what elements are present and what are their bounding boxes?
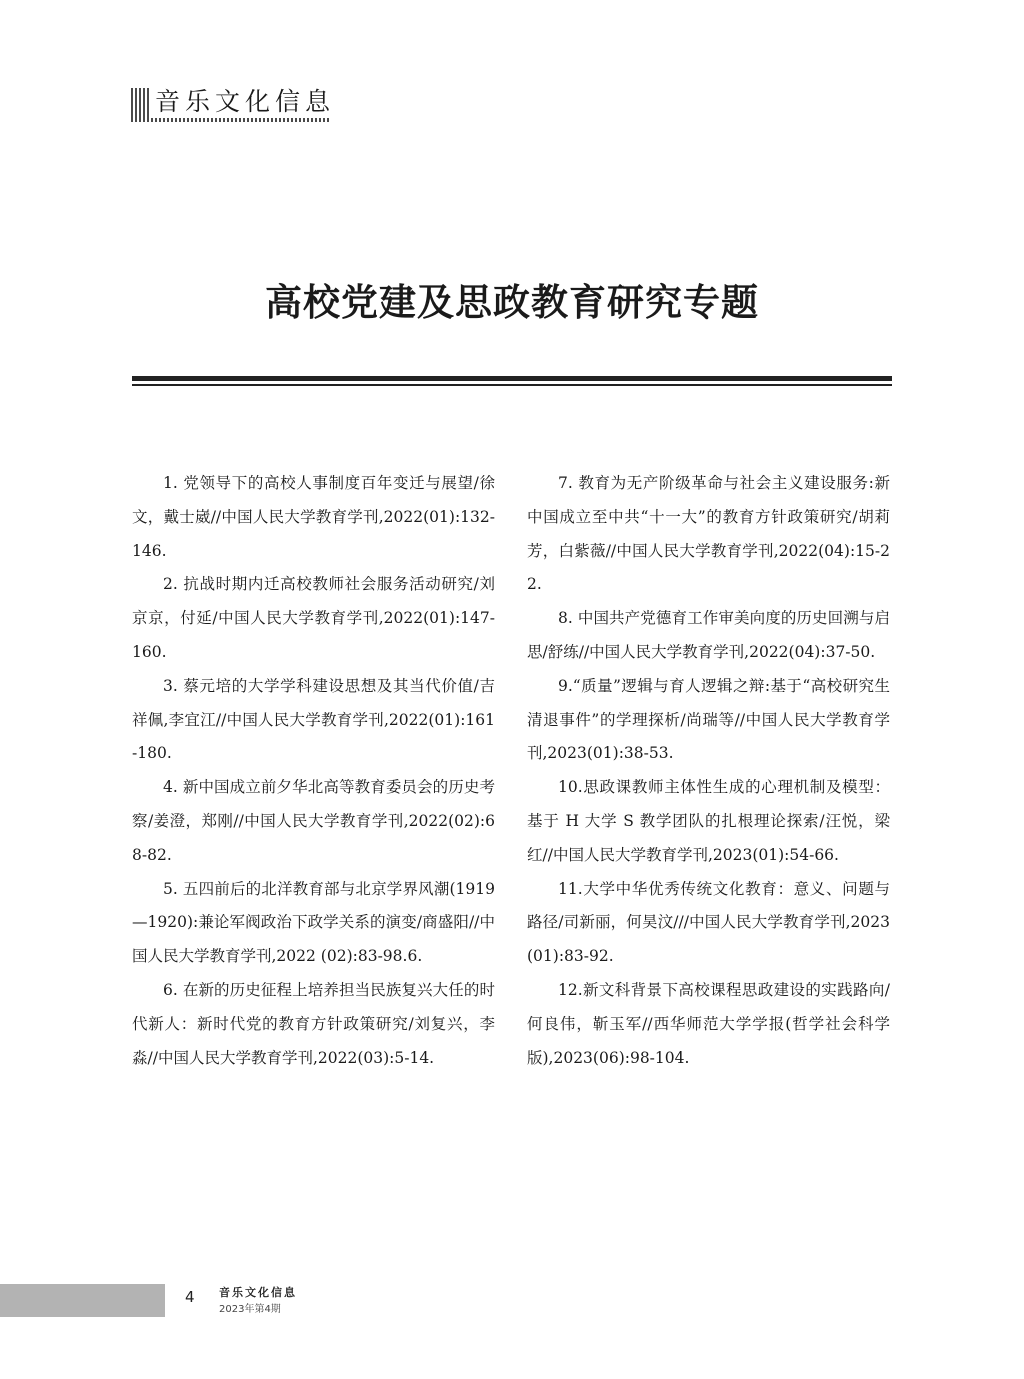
- reference-item-7: 7. 教育为无产阶级革命与社会主义建设服务:新中国成立至中共“十一大”的教育方针政策研究/胡莉芳，白紫薇//中国人民大学教育学刊,2022(04):15-22.: [527, 474, 890, 594]
- footer-issue: 2023年第4期: [219, 1304, 281, 1315]
- page-number: 4: [185, 1288, 195, 1306]
- reference-item-9: 9.“质量”逻辑与育人逻辑之辩:基于“高校研究生清退事件”的学理探析/尚瑞等//中国人民大学教育学刊,2023(01):38-53.: [527, 676, 890, 763]
- references-left-column: [132, 467, 495, 1075]
- reference-item-12: 12.新文科背景下高校课程思政建设的实践路向/何良伟，靳玉军//西华师范大学学报(哲学社会科学版),2023(06):98-104.: [527, 980, 890, 1067]
- footer-band-decoration: [0, 1284, 165, 1317]
- references-right-column: [527, 467, 890, 1075]
- reference-item-6: 6. 在新的历史征程上培养担当民族复兴大任的时代新人：新时代党的教育方针政策研究/刘复兴，李淼//中国人民大学教育学刊,2022(03):5-14.: [132, 980, 495, 1067]
- section-header-title: 音乐文化信息: [150, 86, 340, 118]
- title-divider-thick: [132, 376, 892, 381]
- reference-item-1: 1. 党领导下的高校人事制度百年变迁与展望/徐文，戴士崴//中国人民大学教育学刊,2022(01):132-146.: [132, 474, 495, 560]
- title-divider-thin: [132, 384, 892, 386]
- reference-item-10: 10.思政课教师主体性生成的心理机制及模型：基于 H 大学 S 教学团队的扎根理论探索/汪悦，梁红//中国人民大学教育学刊,2023(01):54-66.: [527, 778, 890, 864]
- page-title: 高校党建及思政教育研究专题: [265, 280, 759, 324]
- reference-item-3: 3. 蔡元培的大学学科建设思想及其当代价值/吉祥佩,李宜江//中国人民大学教育学刊,2022(01):161-180.: [132, 676, 495, 763]
- reference-item-5: 5. 五四前后的北洋教育部与北京学界风潮(1919—1920):兼论军阀政治下政学关系的演变/商盛阳//中国人民大学教育学刊,2022 (02):83-98.6.: [132, 879, 495, 966]
- reference-item-11: 11.大学中华优秀传统文化教育：意义、问题与路径/司新丽，何昊汶///中国人民大学教育学刊,2023(01):83-92.: [527, 879, 890, 966]
- footer-journal-name: 音乐文化信息: [219, 1286, 297, 1299]
- reference-item-4: 4. 新中国成立前夕华北高等教育委员会的历史考察/姜澄，郑刚//中国人民大学教育学刊,2022(02):68-82.: [132, 778, 495, 864]
- reference-item-2: 2. 抗战时期内迁高校教师社会服务活动研究/刘京京，付延/中国人民大学教育学刊,2022(01):147-160.: [132, 575, 495, 661]
- reference-item-8: 8. 中国共产党德育工作审美向度的历史回溯与启思/舒练//中国人民大学教育学刊,2022(04):37-50.: [527, 609, 890, 661]
